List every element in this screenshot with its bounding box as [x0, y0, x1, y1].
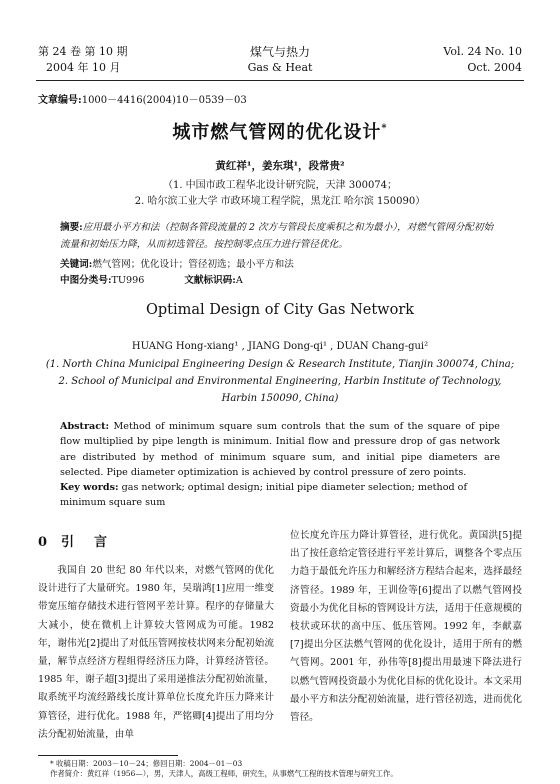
authors-en: HUANG Hong-xiang¹ , JIANG Dong-qi¹ , DUAN Chang-gui² [131, 341, 429, 352]
clc-label: 中图分类号: [60, 275, 112, 286]
title-cn-text: 城市燃气管网的优化设计 [172, 122, 382, 143]
section-title: 引言 [61, 535, 128, 550]
title-footnote-mark: * [381, 123, 388, 134]
clc-value: TU996 [111, 275, 145, 286]
volume-issue-en: Vol. 24 No. 10 [443, 45, 522, 58]
journal-name-en: Gas & Heat [247, 61, 313, 74]
affiliation-en-3: Harbin 150090, China) [221, 393, 339, 404]
footnote-rule [38, 755, 178, 756]
section-heading [38, 531, 127, 550]
body-column-right [290, 527, 522, 727]
keywords-cn [60, 256, 294, 270]
article-number-value: 1000－4416(2004)10－0539－03 [81, 95, 247, 106]
article-number [38, 91, 247, 106]
keywords-en-label: Key words: [60, 482, 119, 493]
abstract-cn-label: 摘要: [60, 222, 83, 233]
body-column-left [38, 562, 274, 744]
section-number: 0 [38, 535, 48, 550]
keywords-en [60, 480, 500, 511]
date-en: Oct. 2004 [467, 61, 522, 74]
header-rule [36, 80, 524, 81]
title-cn [0, 118, 560, 144]
volume-issue-cn: 第 24 卷 第 10 期 [38, 45, 128, 58]
abstract-en [60, 419, 500, 481]
affiliation-en-1: (1. North China Municipal Engineering Design & Research Institute, Tianjin 300074, China; [45, 359, 515, 370]
title-en: Optimal Design of City Gas Network [145, 302, 415, 318]
doc-code-value: A [235, 275, 243, 286]
body-paragraph-right: 位长度允许压力降计算管径，进行优化。黄国洪[5]提出了按任意给定管径进行平差计算后，调整各个零点压力趋于最低允许压力和解经济方程结合起来，选择最经济管径。1989 年，王训俭等[6]提出了以燃气管网投资最小为优化目标的管网设计方法，适用于任意规模的枝状或环状的高中压、低压管网。1992 年，李献嘉[7]提出分区法燃气管网的优化设计，适用于所有的燃气管网。2001 年，孙伟等[8]提出用最速下降法进行以燃气管网投资最小为优化目标的优化设计。本文采用最小平方和法分配初始流量，进行管径初选，进而优化管径。 [290, 530, 522, 724]
keywords-cn-label: 关键词: [60, 259, 93, 270]
abstract-cn [60, 219, 500, 253]
affiliation-cn-1: （1. 中国市政工程华北设计研究院，天津 300074； [162, 180, 398, 191]
article-number-label: 文章编号: [38, 95, 82, 106]
doc-code-label: 文献标识码: [184, 275, 236, 286]
footnote-received: * 收稿日期：2003－10－24；修回日期：2004－01－03 [50, 759, 243, 768]
affiliation-cn-2: 2. 哈尔滨工业大学 市政环境工程学院，黑龙江 哈尔滨 150090） [134, 196, 426, 207]
authors-cn: 黄红祥¹，姜东琪¹，段常贵² [215, 160, 345, 172]
body-paragraph-left: 我国自 20 世纪 80 年代以来，对燃气管网的优化设计进行了大量研究。1980 年，吴瑞鸿[1]应用一维变带宽压缩存储技术进行管网平差计算。程序的存储量大大减小，使在微机上计算较大管网成为可能。1982 年，谢伟光[2]提出了对低压管网按枝状网来分配初始流量，解节点经济方程组得经济压力降，计算经济管径。1985 年，谢子超[3]提出了采用递推法分配初始流量，取系统平均流经路线长度计算单位长度允许压力降来计算管径，进行优化。1988 年，严铭卿[4]提出了用均分法分配初始流量，由单 [38, 565, 274, 740]
classification-cn [60, 272, 500, 286]
keywords-en-text: gas network; optimal design; initial pipe diameter selection; method of minimum square sum [60, 482, 467, 509]
header-volume-en [443, 44, 522, 76]
abstract-cn-text: 应用最小平方和法（控制各管段流量的 2 次方与管段长度乘积之和为最小），对燃气管网分配初始流量和初始压力降，从而初选管径。按控制零点压力进行管径优化。 [60, 222, 494, 250]
abstract-en-label: Abstract: [60, 421, 110, 432]
keywords-cn-text: 燃气管网；优化设计；管径初选；最小平方和法 [92, 259, 294, 270]
affiliation-en-2: 2. School of Municipal and Environmental Engineering, Harbin Institute of Technology, [58, 376, 502, 387]
abstract-en-text: Method of minimum square sum controls that the sum of the square of pipe flow multiplied by pipe length is minimum. Initial flow and pressure drop of gas network are distributed by method of minimum square sum, and initial pipe diameters are selected. Pipe diameter optimization is achieved by control pressure of zero points. [60, 421, 500, 479]
footnote-author-bio: 作者简介：黄红祥（1956—），男，天津人，高级工程师，研究生，从事燃气工程的技术管理与研究工作。 [50, 769, 398, 778]
journal-name-cn: 煤气与热力 [249, 45, 310, 59]
date-cn: 2004 年 10 月 [46, 61, 121, 74]
